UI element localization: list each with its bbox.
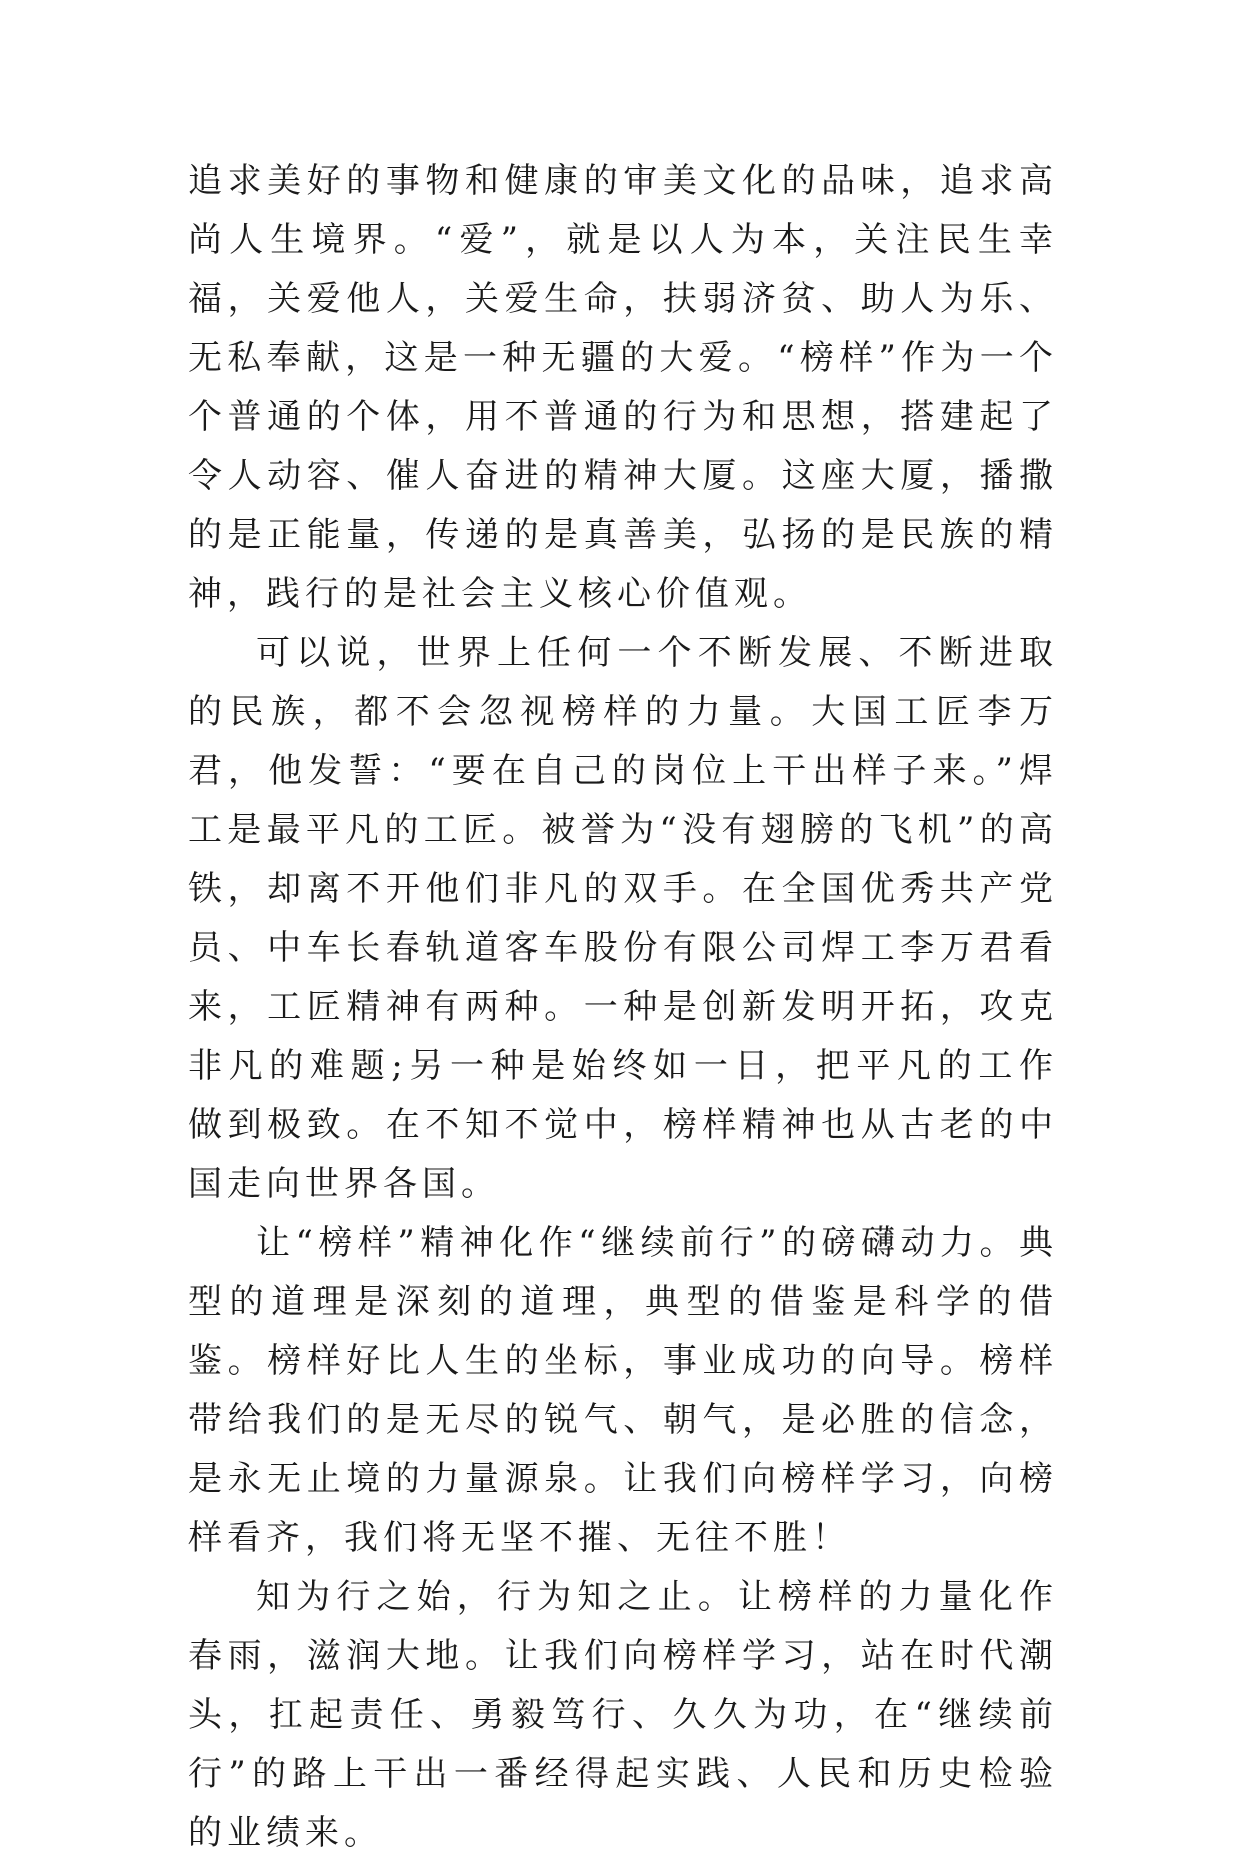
paragraph-4: 知为行之始，行为知之止。让榜样的力量化作春雨，滋润大地。让我们向榜样学习，站在时代潮头，扛起责任、勇毅笃行、久久为功，在“继续前行”的路上干出一番经得起实践、人民和历史检验的业绩来。: [188, 1577, 1058, 1853]
paragraph-1: 追求美好的事物和健康的审美文化的品味，追求高尚人生境界。“爱”，就是以人为本，关注民生幸福，关爱他人，关爱生命，扶弱济贫、助人为乐、无私奉献，这是一种无疆的大爱。“榜样”作为一个个普通的个体，用不普通的行为和思想，搭建起了令人动容、催人奋进的精神大厦。这座大厦，播撒的是正能量，传递的是真善美，弘扬的是民族的精神，践行的是社会主义核心价值观。: [188, 161, 1058, 614]
paragraph-3: 让“榜样”精神化作“继续前行”的磅礴动力。典型的道理是深刻的道理，典型的借鉴是科学的借鉴。榜样好比人生的坐标，事业成功的向导。榜样带给我们的是无尽的锐气、朝气，是必胜的信念，是永无止境的力量源泉。让我们向榜样学习，向榜样看齐，我们将无坚不摧、无往不胜！: [188, 1223, 1058, 1558]
paragraph-2: 可以说，世界上任何一个不断发展、不断进取的民族，都不会忽视榜样的力量。大国工匠李万君，他发誓：“要在自己的岗位上干出样子来。”焊工是最平凡的工匠。被誉为“没有翅膀的飞机”的高铁，却离不开他们非凡的双手。在全国优秀共产党员、中车长春轨道客车股份有限公司焊工李万君看来，工匠精神有两种。一种是创新发明开拓，攻克非凡的难题;另一种是始终如一日，把平凡的工作做到极致。在不知不觉中，榜样精神也从古老的中国走向世界各国。: [188, 633, 1058, 1204]
document-body: [188, 152, 1058, 1863]
